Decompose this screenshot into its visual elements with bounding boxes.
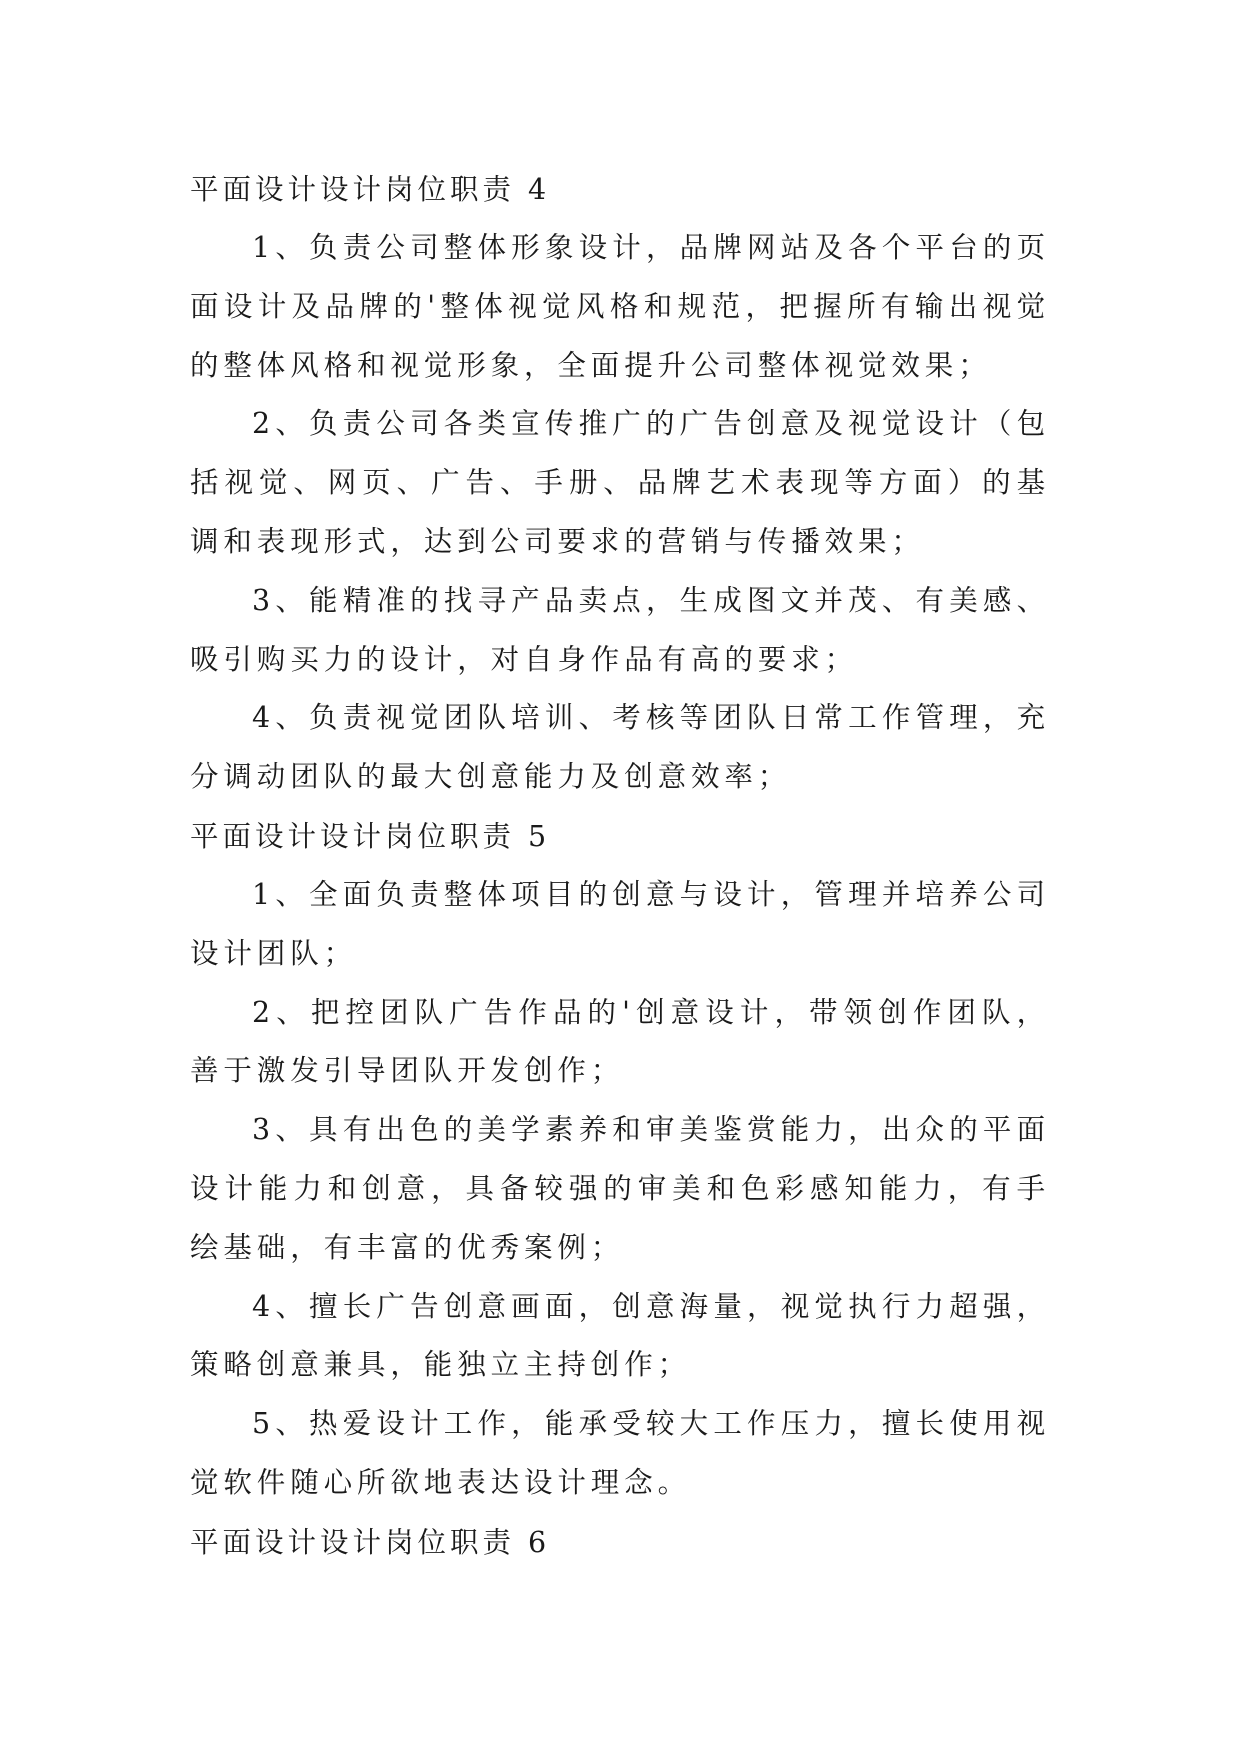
list-item: 1、负责公司整体形象设计，品牌网站及各个平台的页面设计及品牌的'整体视觉风格和规范，把握所有输出视觉的整体风格和视觉形象，全面提升公司整体视觉效果； <box>190 231 1050 382</box>
list-item: 2、负责公司各类宣传推广的广告创意及视觉设计（包括视觉、网页、广告、手册、品牌艺术表现等方面）的基调和表现形式，达到公司要求的营销与传播效果； <box>190 407 1050 558</box>
list-item: 1、全面负责整体项目的创意与设计，管理并培养公司设计团队； <box>190 877 1050 970</box>
list-item: 5、热爱设计工作，能承受较大工作压力，擅长使用视觉软件随心所欲地表达设计理念。 <box>190 1407 1050 1499</box>
list-item: 4、负责视觉团队培训、考核等团队日常工作管理，充分调动团队的最大创意能力及创意效率； <box>190 701 1050 794</box>
list-item: 4、擅长广告创意画面，创意海量，视觉执行力超强，策略创意兼具，能独立主持创作； <box>190 1289 1050 1382</box>
list-item: 2、把控团队广告作品的'创意设计，带领创作团队，善于激发引导团队开发创作； <box>190 995 1050 1088</box>
list-item: 3、具有出色的美学素养和审美鉴赏能力，出众的平面设计能力和创意，具备较强的审美和色彩感知能力，有手绘基础，有丰富的优秀案例； <box>190 1113 1050 1264</box>
list-item: 3、能精准的找寻产品卖点，生成图文并茂、有美感、吸引购买力的设计，对自身作品有高的要求； <box>190 583 1050 676</box>
section-heading: 平面设计设计岗位职责 5 <box>190 819 551 853</box>
document-page <box>190 160 1050 1572</box>
section-heading: 平面设计设计岗位职责 4 <box>190 173 551 206</box>
section-heading: 平面设计设计岗位职责 6 <box>190 1525 551 1559</box>
